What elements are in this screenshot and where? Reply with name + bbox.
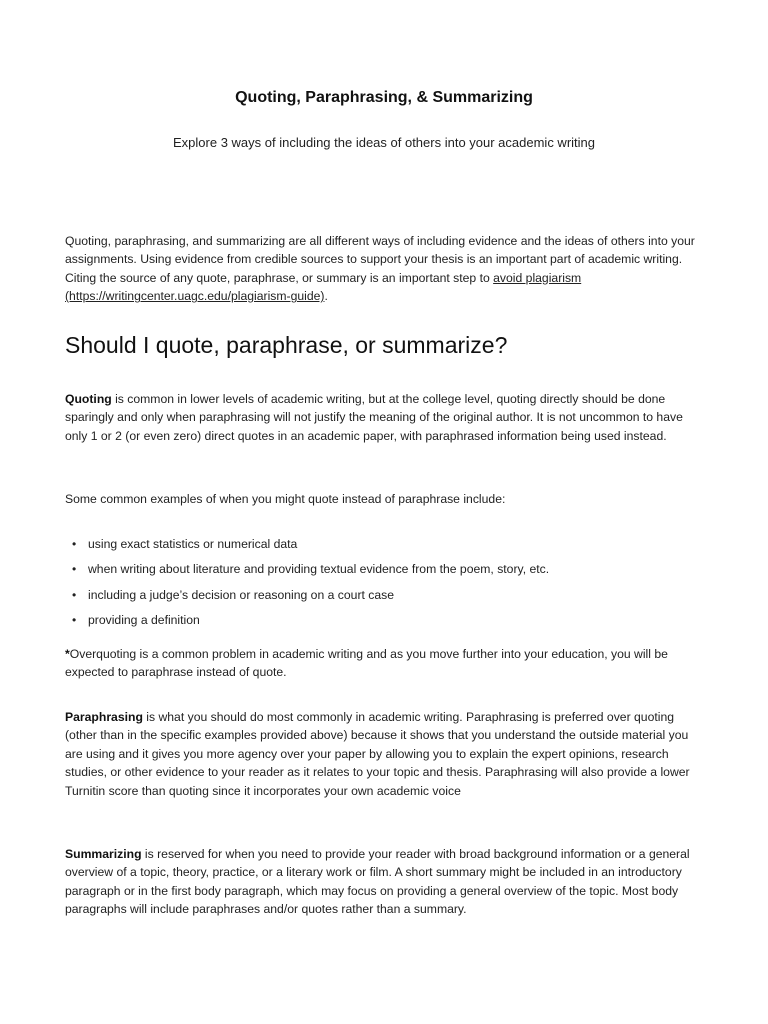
- overquote-mark: *: [65, 647, 70, 661]
- intro-paragraph: [65, 232, 705, 306]
- bullet-icon: •: [72, 587, 77, 602]
- document-title: Quoting, Paraphrasing, & Summarizing: [235, 89, 533, 106]
- paraphrasing-text: is what you should do most commonly in academic writing. Paraphrasing is preferred over quoting (other than in the specific examples provided above) because it shows that you understand the outside material you are using and it gives you more agency over your paper by allowing you to explain the expert opinions, research studies, or other evidence to your reader as it relates to your topic and thesis. Paraphrasing will also provide a lower Turnitin score than quoting since it incorporates your own academic voice: [65, 710, 690, 798]
- list-item-text: using exact statistics or numerical data: [88, 537, 298, 551]
- summarizing-paragraph: [65, 845, 705, 919]
- bullet-icon: •: [72, 562, 77, 577]
- section-heading: Should I quote, paraphrase, or summarize?: [65, 332, 508, 358]
- intro-text-part2: .: [324, 289, 328, 304]
- document-subtitle: Explore 3 ways of including the ideas of others into your academic writing: [173, 135, 595, 150]
- bullet-icon: •: [72, 537, 77, 551]
- list-item: [70, 560, 710, 585]
- quoting-paragraph: [65, 390, 705, 445]
- list-item: [70, 586, 710, 611]
- list-item: [70, 611, 710, 636]
- quoting-term: Quoting: [65, 392, 112, 406]
- list-item-text: providing a definition: [88, 612, 200, 627]
- summarizing-text: is reserved for when you need to provide your reader with broad background information or a general overview of a topic, theory, practice, or a literary work or film. A short summary might be included in an introductory paragraph or in the first body paragraph, which may focus on providing a general overview of the topic. Most body paragraphs will include paraphrases and/or quotes rather than a summary.: [65, 847, 690, 917]
- overquoting-note: [65, 645, 705, 682]
- list-item: [70, 535, 710, 560]
- intro-text-part1: Quoting, paraphrasing, and summarizing are all different ways of including evidence and the ideas of others into your assignments. Using evidence from credible sources to support your thesis is an important part of academic writing. Citing the source of any quote, paraphrase, or summary is an important step to: [65, 234, 695, 285]
- paraphrasing-term: Paraphrasing: [65, 710, 143, 724]
- paraphrasing-paragraph: [65, 708, 705, 800]
- plagiarism-guide-link[interactable]: avoid plagiarism (https://writingcenter.uagc.edu/plagiarism-guide): [65, 270, 582, 304]
- overquote-text: Overquoting is a common problem in academic writing and as you move further into your education, you will be expected to paraphrase instead of quote.: [65, 647, 668, 680]
- quoting-text: is common in lower levels of academic writing, but at the college level, quoting directly should be done sparingly and only when paraphrasing will not justify the meaning of the original author. It is not uncommon to have only 1 or 2 (or even zero) direct quotes in an academic paper, with paraphrased information being used instead.: [65, 392, 683, 443]
- bullet-icon: •: [72, 612, 77, 627]
- examples-lead: Some common examples of when you might quote instead of paraphrase include:: [65, 492, 506, 506]
- summarizing-term: Summarizing: [65, 847, 142, 861]
- list-item-text: when writing about literature and providing textual evidence from the poem, story, etc.: [88, 562, 550, 577]
- list-item-text: including a judge’s decision or reasoning on a court case: [88, 587, 395, 602]
- quote-examples-list: [70, 535, 710, 636]
